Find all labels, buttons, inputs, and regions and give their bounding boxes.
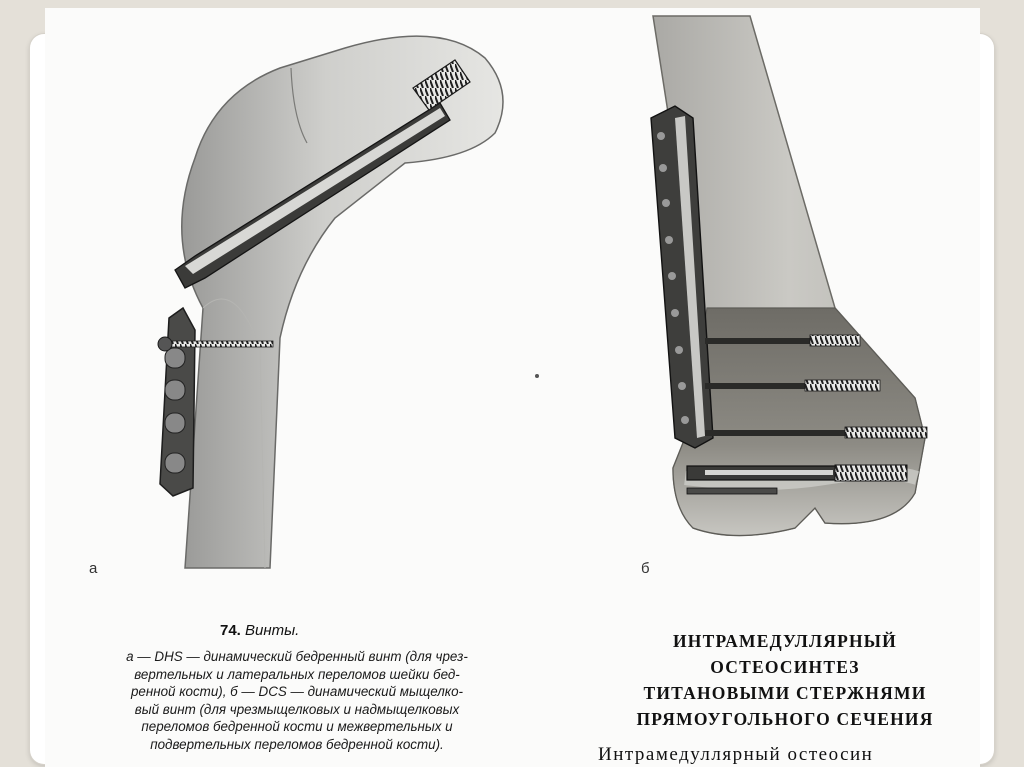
figure-caption-text: а — DHS — динамический бедренный винт (для чрез- вертельных и латеральных переломов шейки бед- ренной кости), б — DCS — динамический мыщелко- вый винт (для чрезмыщелковых и надмыщелковых переломов бедренной кости и межвертельных и подвертельных переломов бедренной кости). — [126, 649, 468, 752]
figure-number: 74. — [220, 622, 241, 639]
scanned-page — [45, 8, 980, 767]
figure-caption-title — [220, 622, 299, 639]
heading-line: ТИТАНОВЫМИ СТЕРЖНЯМИ — [643, 683, 927, 703]
heading-line: ОСТЕОСИНТЕЗ — [710, 657, 860, 677]
figure-label-b: б — [641, 560, 650, 577]
body-text-line: Интрамедуллярный остеосин — [598, 744, 874, 765]
heading-line: ПРЯМОУГОЛЬНОГО СЕЧЕНИЯ — [636, 709, 934, 729]
implant-illustration — [45, 8, 980, 608]
figure-title: Винты. — [245, 622, 300, 639]
panel-b-femur — [651, 16, 927, 536]
panel-a-femur — [158, 36, 503, 568]
section-heading — [590, 628, 980, 732]
heading-line: ИНТРАМЕДУЛЛЯРНЫЙ — [673, 631, 897, 651]
figure-label-a: а — [89, 560, 98, 577]
